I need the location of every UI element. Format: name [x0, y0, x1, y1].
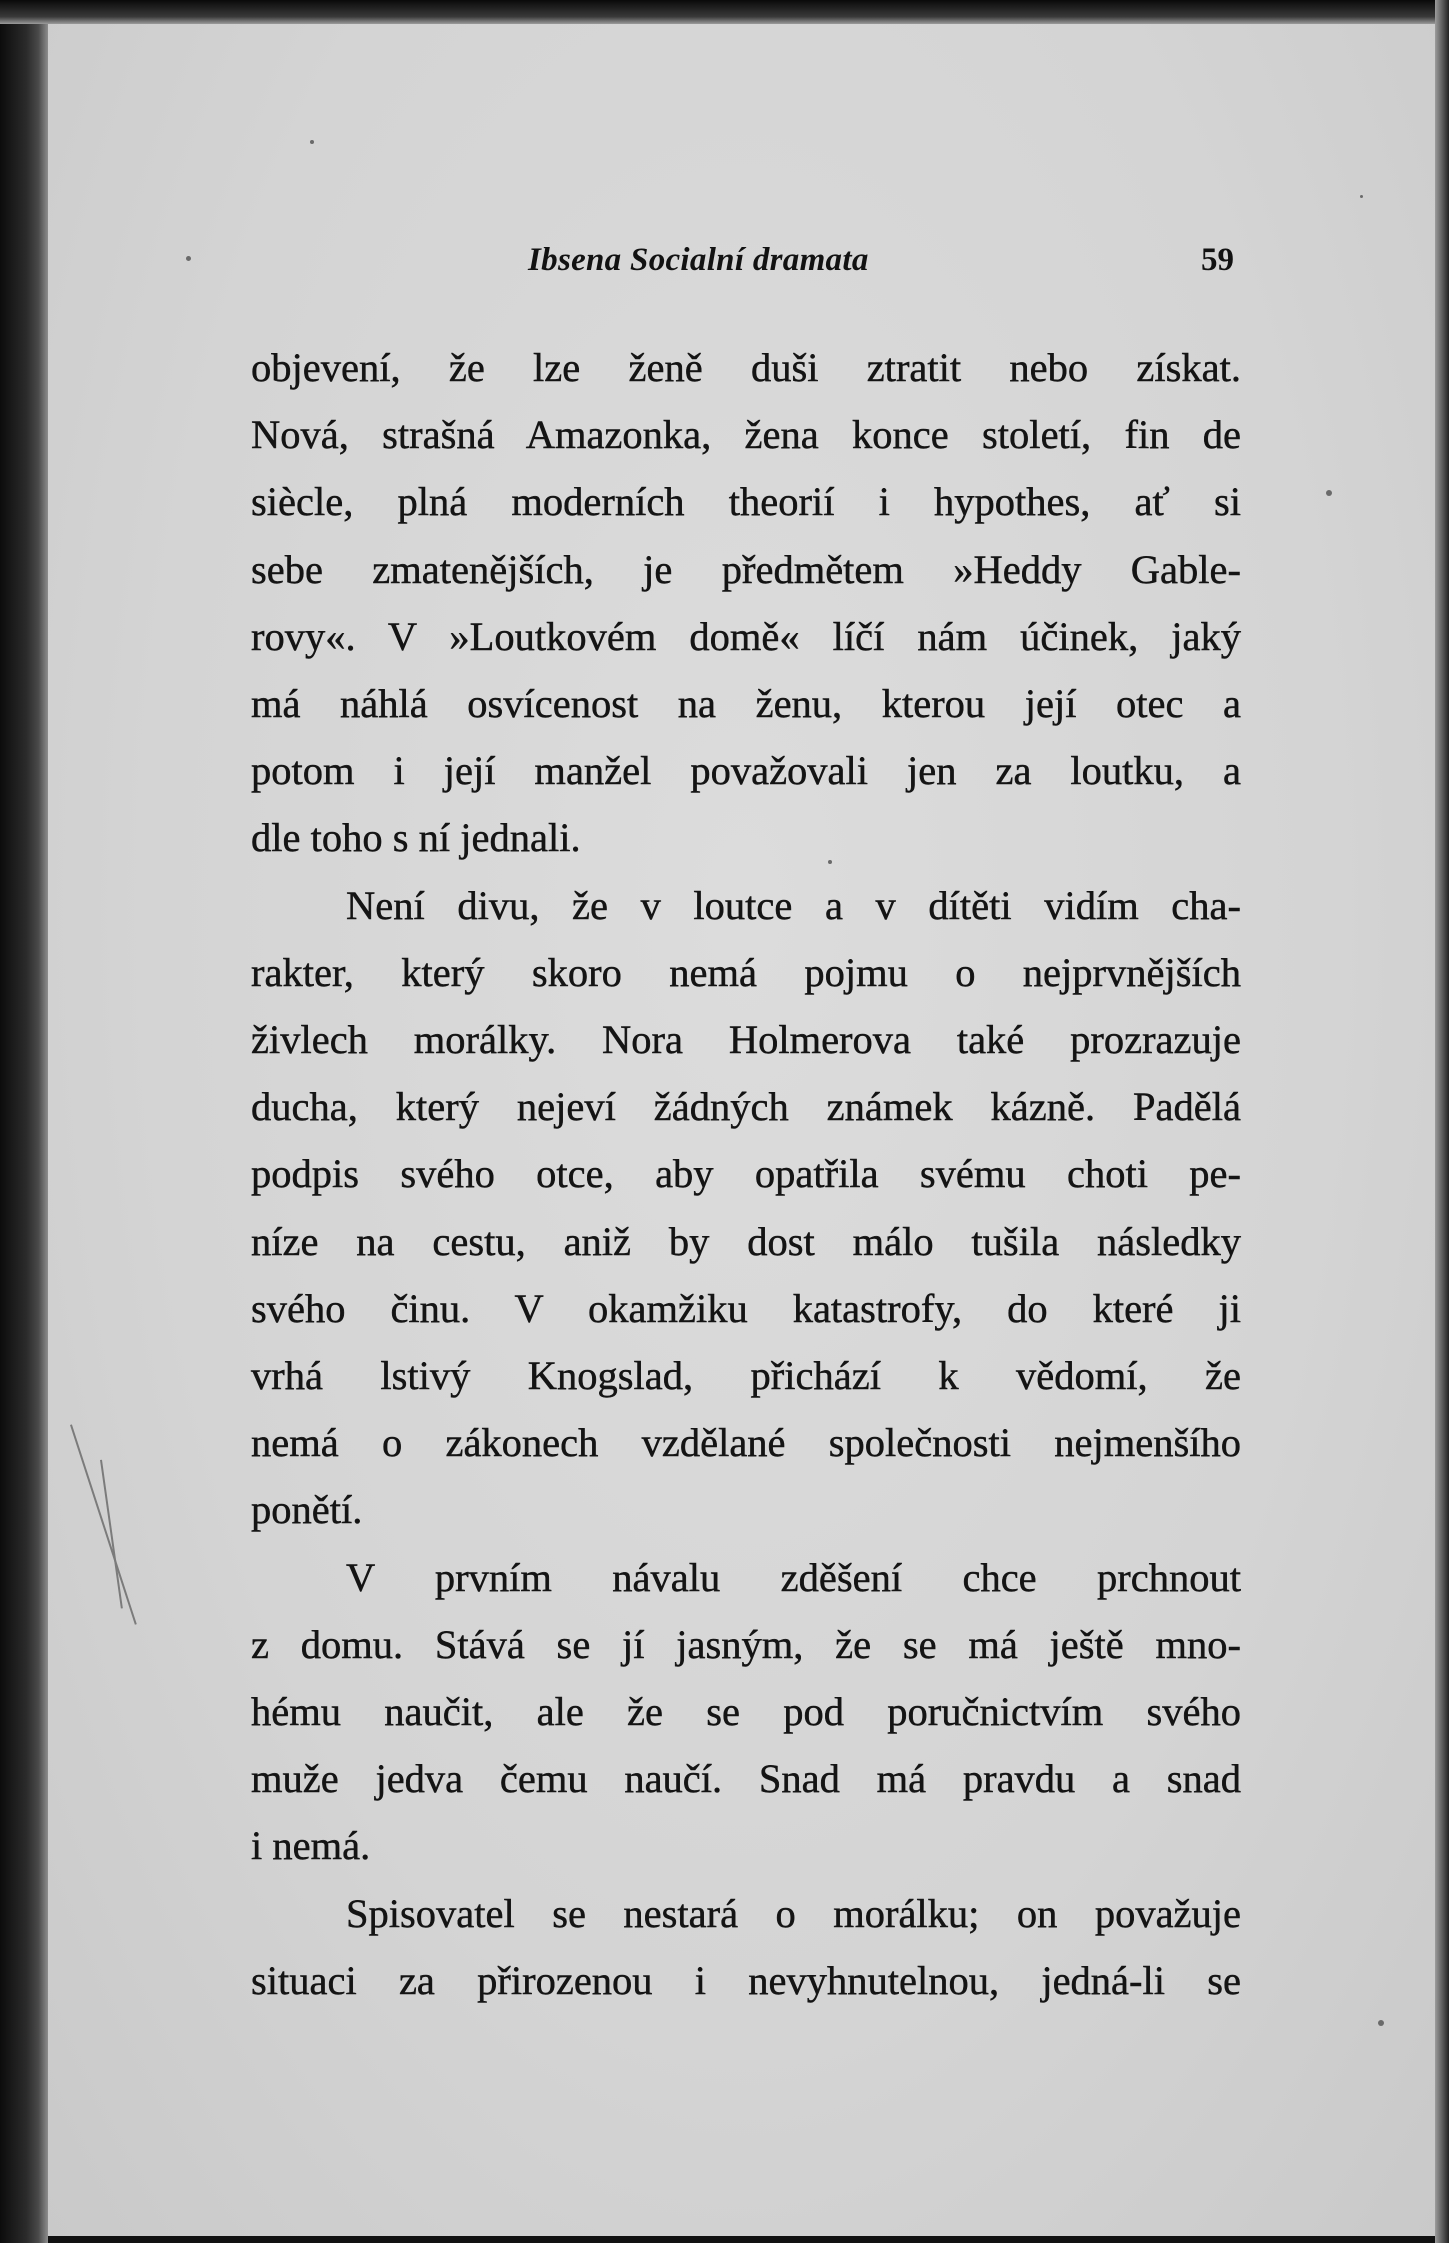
text-line: objevení, že lze ženě duši ztratit nebo získat.	[251, 345, 1241, 390]
dust-speck	[1378, 2020, 1384, 2026]
running-title: Ibsena Socialní dramata	[528, 242, 869, 278]
text-line: níze na cestu, aniž by dost málo tušila následky	[251, 1218, 1241, 1264]
dust-speck	[310, 140, 314, 144]
text-line: i nemá.	[251, 1823, 371, 1869]
text-line: hému naučit, ale že se pod poručnictvím svého	[251, 1689, 1241, 1735]
text-line: situaci za přirozenou i nevyhnutelnou, jedná-li se	[251, 1957, 1241, 2003]
text-line: Nová, strašná Amazonka, žena konce století, fin de	[251, 412, 1241, 458]
text-line: vrhá lstivý Knogslad, přichází k vědomí, že	[251, 1353, 1241, 1399]
text-line: siècle, plná moderních theorií i hypothes, ať si	[251, 479, 1241, 525]
dust-speck	[186, 256, 191, 261]
text-line: Spisovatel se nestará o morálku; on považuje	[346, 1890, 1241, 1936]
text-line: svého činu. V okamžiku katastrofy, do které ji	[251, 1285, 1241, 1331]
text-line: rakter, který skoro nemá pojmu o nejprvnějších	[251, 949, 1241, 995]
body-text	[251, 334, 1241, 2014]
text-line: muže jedva čemu naučí. Snad má pravdu a snad	[251, 1756, 1241, 1802]
right-scan-border	[1435, 0, 1449, 2243]
text-line: živlech morálky. Nora Holmerova také prozrazuje	[251, 1017, 1241, 1063]
text-line: V prvním návalu zděšení chce prchnout	[346, 1554, 1241, 1600]
page-number: 59	[1201, 242, 1234, 278]
text-line: ponětí.	[251, 1487, 363, 1533]
text-line: podpis svého otce, aby opatřila svému choti pe-	[251, 1151, 1241, 1197]
text-line: má náhlá osvícenost na ženu, kterou její otec a	[251, 681, 1241, 727]
text-line: Není divu, že v loutce a v dítěti vidím cha-	[346, 882, 1241, 928]
top-scan-border	[0, 0, 1449, 24]
text-line: nemá o zákonech vzdělané společnosti nejmenšího	[251, 1420, 1241, 1466]
text-line: potom i její manžel považovali jen za loutku, a	[251, 748, 1241, 794]
text-line: ducha, který nejeví žádných známek kázně. Padělá	[251, 1084, 1241, 1130]
text-line: dle toho s ní jednali.	[251, 815, 581, 861]
dust-speck	[1326, 490, 1332, 496]
text-line: sebe zmatenějších, je předmětem »Heddy Gable-	[251, 546, 1241, 592]
text-line: z domu. Stává se jí jasným, že se má ještě mno-	[251, 1621, 1241, 1667]
page-header	[250, 242, 1244, 292]
text-line: rovy«. V »Loutkovém domě« líčí nám účinek, jaký	[251, 613, 1241, 659]
book-gutter-shadow	[0, 0, 48, 2243]
dust-speck	[1360, 195, 1363, 198]
